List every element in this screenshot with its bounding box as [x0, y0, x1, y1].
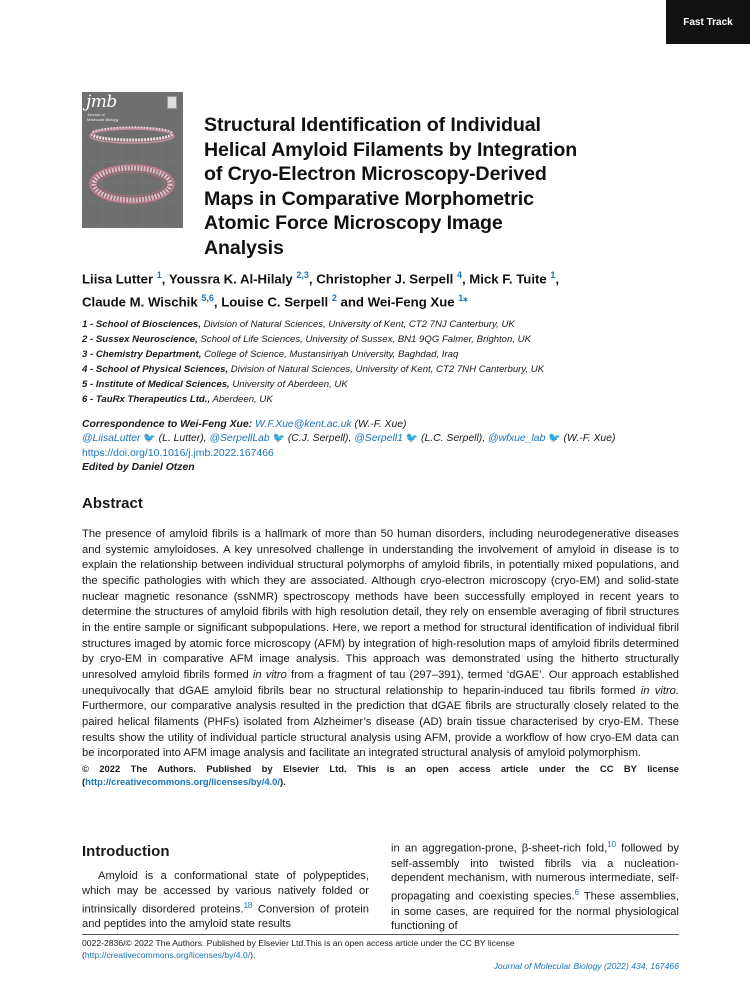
cover-publisher-logo	[167, 96, 177, 109]
author-name: Youssra K. Al-Hilaly	[168, 271, 293, 287]
page-footer: 0022-2836/© 2022 The Authors. Published by Elsevier Ltd.This is an open access article under the CC BY license (http://creativecommons.org/licenses/by/4.0/). Journal of Molecular Biology (2022) 434, 167466	[82, 938, 679, 971]
license-statement: © 2022 The Authors. Published by Elsevier Ltd. This is an open access article under the CC BY license (http://creativecommons.org/licenses/by/4.0/).	[82, 762, 679, 787]
affiliation-item: 1 - School of Biosciences, Division of Natural Sciences, University of Kent, CT2 7NJ Canterbury, UK	[82, 319, 515, 330]
license-link[interactable]: http://creativecommons.org/licenses/by/4.0/	[85, 775, 280, 787]
cover-fibril-illustration	[82, 122, 183, 228]
footer-license-link[interactable]: http://creativecommons.org/licenses/by/4.0/	[84, 949, 251, 960]
introduction-right-column: in an aggregation-prone, β-sheet-rich fold,$^{10}$ followed by self-assembly into twisted fibrils via a nucleation-dependent mechanism, with numerous intermediate, self-propagating and coexisting species.$^6$ These assemblies, in some cases, are required for the normal physiological functioning of	[391, 840, 680, 933]
affiliation-item: 4 - School of Physical Sciences, Division of Natural Sciences, University of Kent, CT2 7NH Canterbury, UK	[82, 364, 545, 376]
affiliation-item: 3 - Chemistry Department, College of Science, Mustansiriyah University, Baghdad, Iraq	[82, 349, 459, 361]
correspondence-block: Correspondence to Wei-Feng Xue: W.F.Xue@kent.ac.uk (W.-F. Xue) @LiisaLutter 🐦 (L. Lutter), @SerpellLab 🐦 (C.J. Serpell), @Serpell1 🐦 (L.C. Serpell), @wfxue_lab 🐦 (W.-F. Xue) https://doi.org/10.1016/j.jmb.2022.167466 Edited by Daniel Otzen	[82, 419, 616, 473]
edited-by: Edited by Daniel Otzen	[82, 461, 195, 473]
author-affiliation-ref[interactable]: 5,6	[201, 292, 214, 303]
introduction-heading: Introduction	[82, 843, 170, 860]
author-name: Louise C. Serpell	[221, 294, 329, 310]
affiliation-list	[82, 317, 702, 408]
twitter-handle-link[interactable]: @wfxue_lab	[488, 433, 546, 445]
journal-cover-image	[82, 92, 183, 228]
cover-journal-logo: jmb	[86, 92, 117, 112]
twitter-bird-icon: 🐦	[269, 433, 285, 445]
abstract-text: The presence of amyloid fibrils is a hallmark of more than 50 human disorders, including neurodegenerative diseases and systemic amyloidoses. A key unresolved challenge in understanding the involvement of amyloid in disease is to explain the relationship between individual structural polymorphs of amyloid fibrils, in potentially mixed populations, and the specific pathologies with which they are associated. Although cryo-electron microscopy (cryo-EM) and solid-state nuclear magnetic resonance (ssNMR) spectroscopy methods have been successfully employed in recent years to determine the structures of amyloid fibrils with high resolution detail, they rely on ensemble averaging of fibril structures in the entire sample or significant subpopulations. Here, we report a method for structural identification of individual fibril structures imaged by atomic force microscopy (AFM) by integration of high-resolution maps of amyloid fibrils determined by cryo-EM in comparative AFM image analysis. This approach was demonstrated using the hitherto structurally unresolved amyloid fibrils formed in vitro from a fragment of tau (297–391), termed ‘dGAE’. Our approach established unequivocally that dGAE amyloid fibrils bear no structural relationship to heparin-induced tau fibrils formed in vitro. Furthermore, our comparative analysis resulted in the prediction that dGAE fibrils are structurally closely related to the paired helical filaments (PHFs) isolated from Alzheimer’s disease (AD) brain tissue characterised by cryo-EM. These results show the utility of individual particle structural analysis using AFM, provide a workflow of how cryo-EM data can be incorporated into AFM image analysis and facilitate an integrated structural analysis of amyloid polymorphism. © 2022 The Authors. Published by Elsevier Ltd. This is an open access article under the CC BY license (http://creativecommons.org/licenses/by/4.0/).	[82, 528, 680, 787]
citation-ref[interactable]: 6	[574, 888, 580, 898]
twitter-bird-icon: 🐦	[545, 433, 561, 445]
twitter-handle-link[interactable]: @Serpell1	[354, 433, 403, 445]
email-link[interactable]: W.F.Xue@kent.ac.uk	[255, 419, 352, 430]
fast-track-badge: Fast Track	[666, 0, 750, 44]
author-affiliation-ref[interactable]: 1⁎	[458, 292, 468, 303]
twitter-bird-icon: 🐦	[140, 433, 156, 445]
cover-subtitle: Journal of Molecular Biology	[87, 112, 119, 122]
author-affiliation-ref[interactable]: 2,3	[296, 270, 309, 280]
author-name: Mick F. Tuite	[469, 271, 547, 287]
twitter-handle-link[interactable]: @LiisaLutter	[82, 433, 141, 445]
author-affiliation-ref[interactable]: 4	[456, 270, 462, 280]
author-name: Christopher J. Serpell	[316, 271, 454, 287]
article-title: Structural Identification of Individual Helical Amyloid Filaments by Integration of Cryo-Electron Microscopy-Derived Maps in Comparative Morphometric Atomic Force Microscopy Image Analysis	[204, 114, 578, 259]
affiliation-item: 2 - Sussex Neuroscience, School of Life Sciences, University of Sussex, BN1 9QG Falmer, Brighton, UK	[82, 334, 531, 346]
footer-divider	[82, 934, 679, 935]
affiliation-item: 5 - Institute of Medical Sciences, University of Aberdeen, UK	[82, 379, 348, 391]
author-affiliation-ref[interactable]: 1	[550, 270, 556, 280]
author-name: Wei-Feng Xue	[367, 294, 455, 310]
author-list: Liisa Lutter $^1$, Youssra K. Al-Hilaly $^{2,3}$, Christopher J. Serpell $^4$, Mick F. Tuite $^1$, Claude M. Wischik $^{5,6}$, Louise C. Serpell $^2$ and Wei-Feng Xue $^{1⁎}$	[82, 270, 560, 310]
twitter-bird-icon: 🐦	[402, 433, 419, 445]
journal-citation[interactable]: Journal of Molecular Biology (2022) 434, 167466	[493, 961, 679, 971]
abstract-heading: Abstract	[82, 495, 143, 512]
citation-ref[interactable]: 10	[607, 840, 617, 849]
author-name: Liisa Lutter	[82, 271, 154, 287]
author-name: Claude M. Wischik	[82, 294, 198, 310]
citation-ref[interactable]: 18	[243, 900, 253, 910]
doi-link[interactable]: https://doi.org/10.1016/j.jmb.2022.167466	[82, 447, 274, 459]
affiliation-item: 6 - TauRx Therapeutics Ltd., Aberdeen, UK	[82, 394, 273, 406]
correspondence-label: Correspondence to Wei-Feng Xue:	[82, 419, 253, 430]
author-affiliation-ref[interactable]: 1	[156, 270, 162, 280]
introduction-left-column: Amyloid is a conformational state of polypeptides, which may be accessed by various natively folded or intrinsically disordered proteins.$^{18}$ Conversion of protein and peptides into the amyloid state results	[82, 870, 370, 931]
author-affiliation-ref[interactable]: 2	[331, 292, 337, 303]
twitter-handle-link[interactable]: @SerpellLab	[209, 433, 270, 445]
